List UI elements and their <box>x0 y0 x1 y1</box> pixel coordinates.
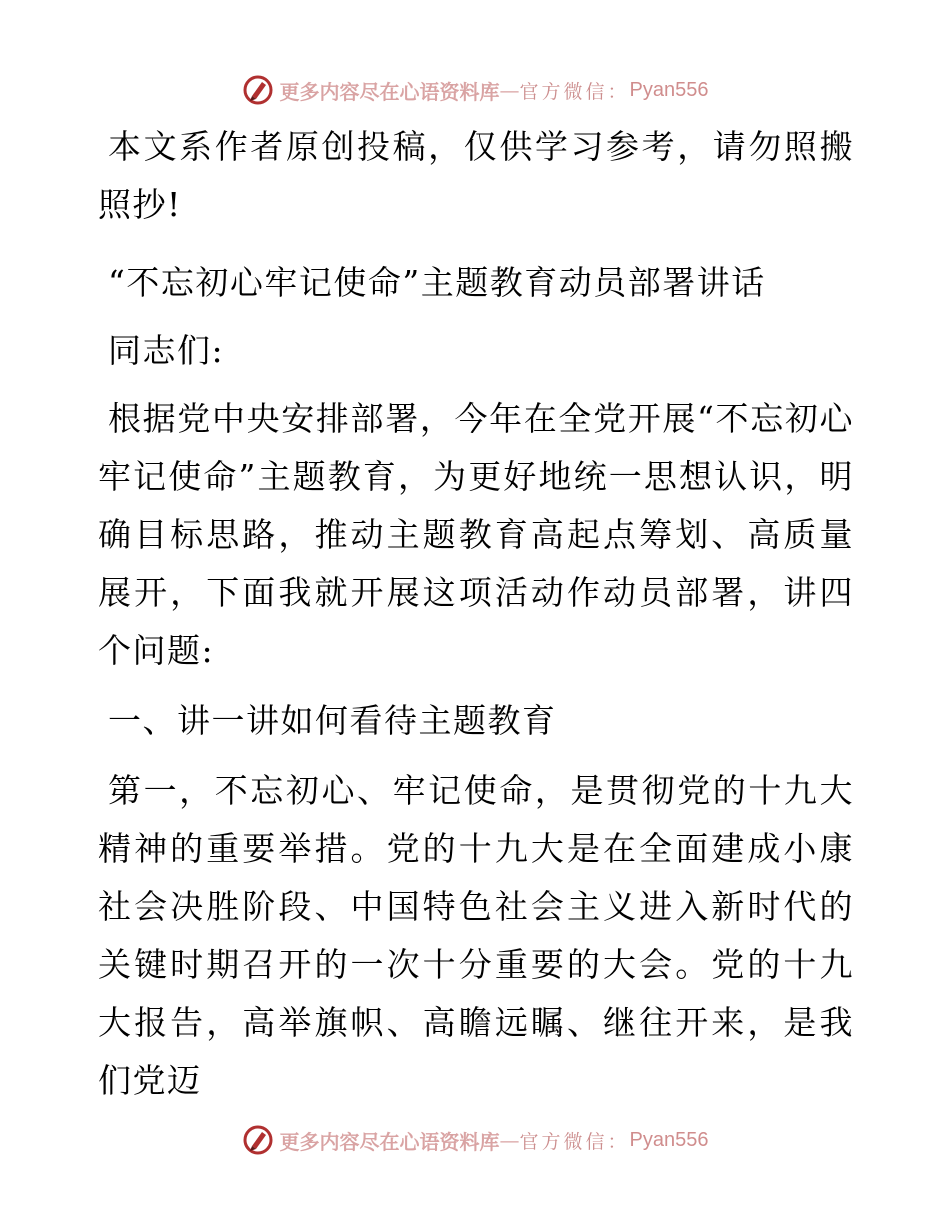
footer-banner <box>0 1120 950 1160</box>
banner-site-text: 更多内容尽在心语资料库 <box>279 79 500 104</box>
banner-wechat-label: 官方微信： <box>519 1130 630 1153</box>
pen-logo-icon <box>242 1124 274 1156</box>
banner-dash: — <box>499 78 520 102</box>
banner-wechat-id: Pyan556 <box>629 78 709 101</box>
section-heading: 一、讲一讲如何看待主题教育 <box>108 701 557 740</box>
banner-wechat-label: 官方微信： <box>519 80 630 103</box>
body-paragraph: 第一，不忘初心、牢记使命，是贯彻党的十九大精神的重要举措。党的十九大是在全面建成小康社会决胜阶段、中国特色社会主义进入新时代的关键时期召开的一次十分重要的大会。党的十九大报告，高举旗帜、高瞻远瞩、继往开来，是我们党迈 <box>98 771 854 1100</box>
salutation: 同志们: <box>108 331 225 370</box>
banner-wechat-id: Pyan556 <box>629 1128 709 1151</box>
document-title: “不忘初心牢记使命”主题教育动员部署讲话 <box>108 263 766 302</box>
banner-dash: — <box>499 1128 520 1152</box>
notice-paragraph: 本文系作者原创投稿，仅供学习参考，请勿照搬照抄! <box>98 127 854 224</box>
document-body <box>98 118 854 1110</box>
banner-site-text: 更多内容尽在心语资料库 <box>279 1129 500 1154</box>
intro-paragraph: 根据党中央安排部署，今年在全党开展“不忘初心牢记使命”主题教育，为更好地统一思想认识，明确目标思路，推动主题教育高起点筹划、高质量展开，下面我就开展这项活动作动员部署，讲四个问题: <box>98 399 854 670</box>
header-banner <box>0 70 950 110</box>
pen-logo-icon <box>242 74 274 106</box>
